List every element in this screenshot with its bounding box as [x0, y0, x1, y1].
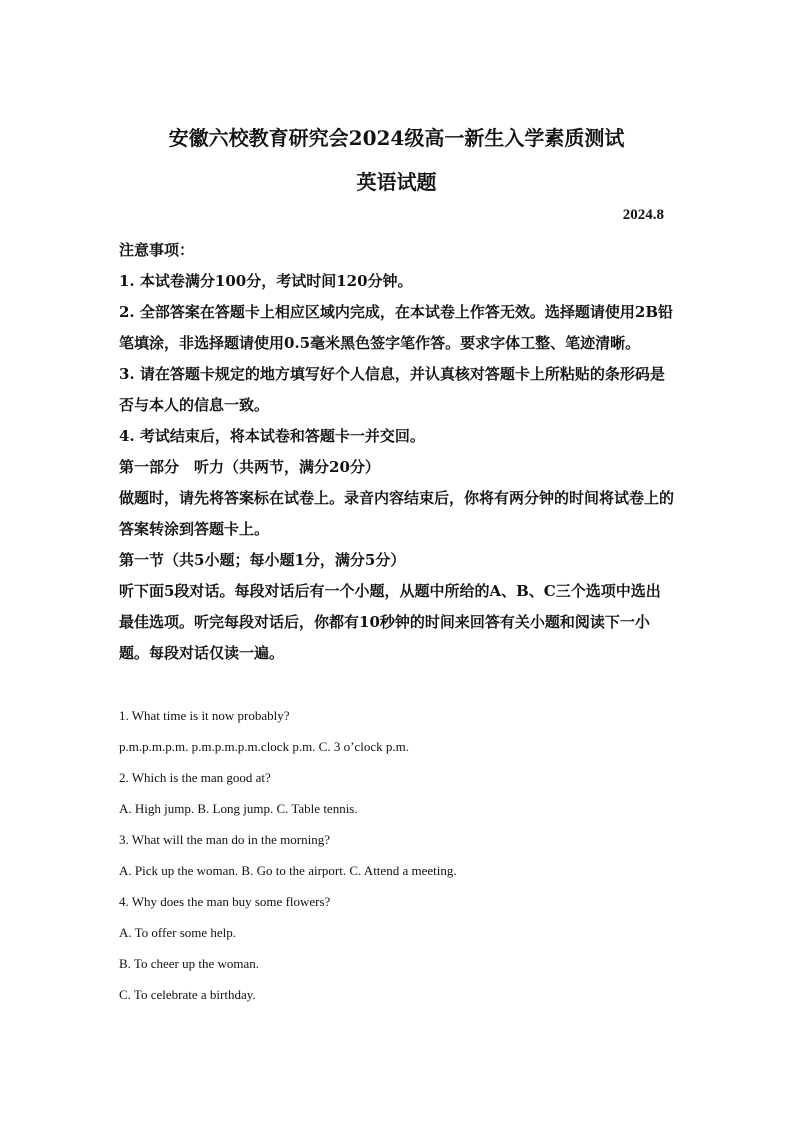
exam-date: 2024.8: [622, 207, 664, 223]
exam-subtitle: 英语试题: [356, 170, 437, 194]
notice-heading: 注意事项：: [119, 241, 195, 259]
exam-instructions: [119, 235, 675, 669]
section1-heading: 第一节（共5小题；每小题1分，满分5分）: [119, 551, 406, 569]
question-4-option-b: B. To cheer up the woman.: [119, 956, 260, 971]
question-4-option-a: A. To offer some help.: [119, 925, 237, 940]
question-4-option-c: C. To celebrate a birthday.: [119, 987, 256, 1002]
notice-item-1: 1. 本试卷满分100分，考试时间120分钟。: [119, 272, 413, 290]
question-2-options: A. High jump. B. Long jump. C. Table tennis.: [119, 801, 358, 816]
question-1-options: p.m.p.m.p.m. p.m.p.m.p.m.clock p.m. C. 3 o’clock p.m.: [119, 739, 409, 754]
question-2: 2. Which is the man good at?: [119, 770, 271, 785]
question-list: [119, 700, 675, 1010]
section1-instruction: 听下面5段对话。每段对话后有一个小题，从题中所给的A、B、C三个选项中选出最佳选项。听完每段对话后，你都有10秒钟的时间来回答有关小题和阅读下一小题。每段对话仅读一遍。: [119, 582, 661, 662]
question-1: 1. What time is it now probably?: [119, 708, 290, 723]
question-3-options: A. Pick up the woman. B. Go to the airport. C. Attend a meeting.: [119, 863, 457, 878]
notice-item-2: 2. 全部答案在答题卡上相应区域内完成，在本试卷上作答无效。选择题请使用2B铅笔填涂，非选择题请使用0.5毫米黑色签字笔作答。要求字体工整、笔迹清晰。: [119, 303, 674, 352]
notice-item-4: 4. 考试结束后，将本试卷和答题卡一并交回。: [119, 427, 425, 445]
question-4: 4. Why does the man buy some flowers?: [119, 894, 331, 909]
part1-heading: 第一部分 听力（共两节，满分20分）: [119, 458, 380, 476]
notice-item-3: 3. 请在答题卡规定的地方填写好个人信息，并认真核对答题卡上所粘贴的条形码是否与本人的信息一致。: [119, 365, 665, 414]
exam-title: 安徽六校教育研究会2024级高一新生入学素质测试: [168, 126, 625, 150]
part1-instruction: 做题时，请先将答案标在试卷上。录音内容结束后，你将有两分钟的时间将试卷上的答案转涂到答题卡上。: [119, 489, 675, 538]
question-3: 3. What will the man do in the morning?: [119, 832, 330, 847]
